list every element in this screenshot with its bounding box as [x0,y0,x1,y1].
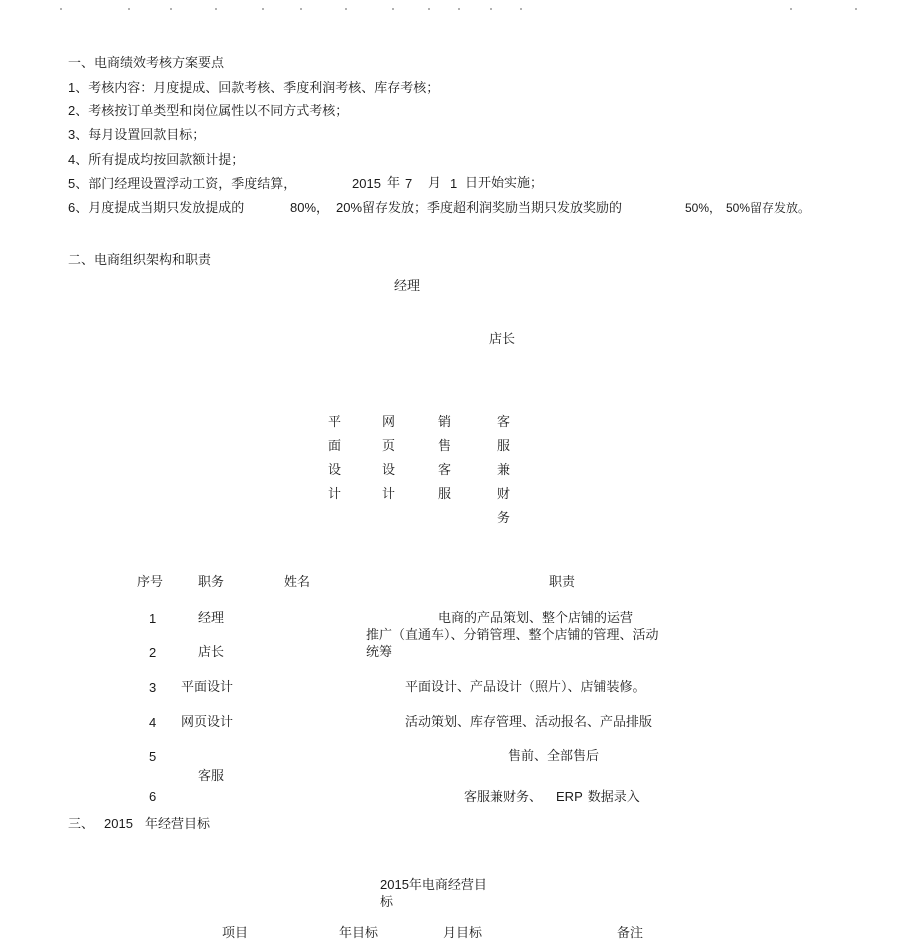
row-duty-cont: 统筹 [366,645,393,660]
target-table-title-cont: 标 [380,895,394,910]
row-role: 网页设计 [181,715,234,730]
org-top-manager: 经理 [394,279,421,294]
row-duty: 推广（直通车）、分销管理、整个店铺的管理、活动 [366,628,659,643]
row-duty: 平面设计、产品设计（照片）、店铺装修。 [405,680,646,695]
row-role: 客服 [198,769,225,784]
row-role: 店长 [198,645,225,660]
section1-item-5 [68,177,296,191]
item6-p4: 50% [726,201,751,215]
section3-heading [68,817,210,831]
col-header-monthly: 月目标 [443,926,483,941]
leaf-char: 销 [438,415,452,430]
row-seq: 3 [149,680,157,695]
leaf-char: 计 [382,487,396,502]
heading-prefix: 三、 [68,817,95,832]
item6-p2: 20% [336,200,363,215]
leaf-char: 设 [328,463,342,478]
item5-month: 7 [405,176,413,191]
item-number: 6 [68,200,76,215]
title-year: 2015 [380,877,409,892]
duty-erp: ERP [556,789,583,804]
leaf-char: 网 [382,415,396,430]
col-header-name: 姓名 [284,575,311,590]
item6-p4-group [726,202,810,214]
row-role: 经理 [198,611,225,626]
leaf-char: 页 [382,439,396,454]
section1-item-1 [68,81,439,95]
leaf-char: 客 [497,415,511,430]
item6-text-b: 留存发放；季度超利润奖励当期只发放奖励的 [362,201,623,216]
heading-text: 年经营目标 [144,817,210,832]
item-number: 1 [68,80,76,95]
leaf-char: 计 [328,487,342,502]
leaf-char: 客 [438,463,452,478]
leaf-char: 售 [438,439,452,454]
row-seq: 1 [149,611,157,626]
row-duty: 活动策划、库存管理、活动报名、产品排版 [405,715,653,730]
item-text: 、考核内容：月度提成、回款考核、季度利润考核、库存考核； [75,81,440,96]
heading-year: 2015 [104,816,133,831]
item-number: 2 [68,103,76,118]
leaf-char: 兼 [497,463,511,478]
leaf-char: 设 [382,463,396,478]
item5-nian: 年 [387,176,401,191]
leaf-char: 务 [497,511,511,526]
row-seq: 4 [149,715,157,730]
item6-p2-group [336,201,622,215]
row-seq: 5 [149,749,157,764]
row-duty [464,790,640,804]
duty-text: 数据录入 [587,790,640,805]
section1-item-2 [68,104,348,118]
leaf-char: 面 [328,439,342,454]
item-text: 、月度提成当期只发放提成的 [75,201,245,216]
item5-day: 1 [450,176,458,191]
item5-yue: 月 [428,176,442,191]
item6-p3: 50%， [685,201,722,215]
row-seq: 6 [149,789,157,804]
row-duty: 电商的产品策划、整个店铺的运营 [438,611,634,626]
col-header-annual: 年目标 [339,926,379,941]
section1-heading: 一、电商绩效考核方案要点 [68,56,225,71]
item-number: 3 [68,127,76,142]
row-seq: 2 [149,645,157,660]
item-text: 、所有提成均按回款额计提； [75,153,245,168]
section1-item-4 [68,153,244,167]
item-number: 4 [68,152,76,167]
leaf-char: 服 [438,487,452,502]
row-duty: 售前、全部售后 [508,749,600,764]
row-role: 平面设计 [181,680,234,695]
item6-text-c: 留存发放。 [750,201,811,215]
leaf-char: 财 [497,487,511,502]
col-header-duty: 职责 [549,575,576,590]
col-header-item: 项目 [222,926,249,941]
item5-year: 2015 [352,176,381,191]
leaf-char: 服 [497,439,511,454]
section1-item-3 [68,128,205,142]
item6-p1: 80%， [290,200,330,215]
item-text: 、部门经理设置浮动工资，季度结算， [75,177,297,192]
target-table-title [380,878,487,892]
top-scan-dots [0,0,920,14]
col-header-seq: 序号 [137,575,164,590]
duty-text: 客服兼财务、 [464,790,543,805]
leaf-char: 平 [328,415,342,430]
item-text: 、每月设置回款目标； [75,128,206,143]
col-header-note: 备注 [617,926,644,941]
col-header-role: 职务 [198,575,225,590]
title-text: 年电商经营目 [408,878,487,893]
section2-heading: 二、电商组织架构和职责 [68,253,212,268]
item-number: 5 [68,176,76,191]
org-store-manager: 店长 [489,332,516,347]
section1-item-6 [68,201,244,215]
item-text: 、考核按订单类型和岗位属性以不同方式考核； [75,104,349,119]
item5-text-b: 日开始实施； [465,176,544,191]
